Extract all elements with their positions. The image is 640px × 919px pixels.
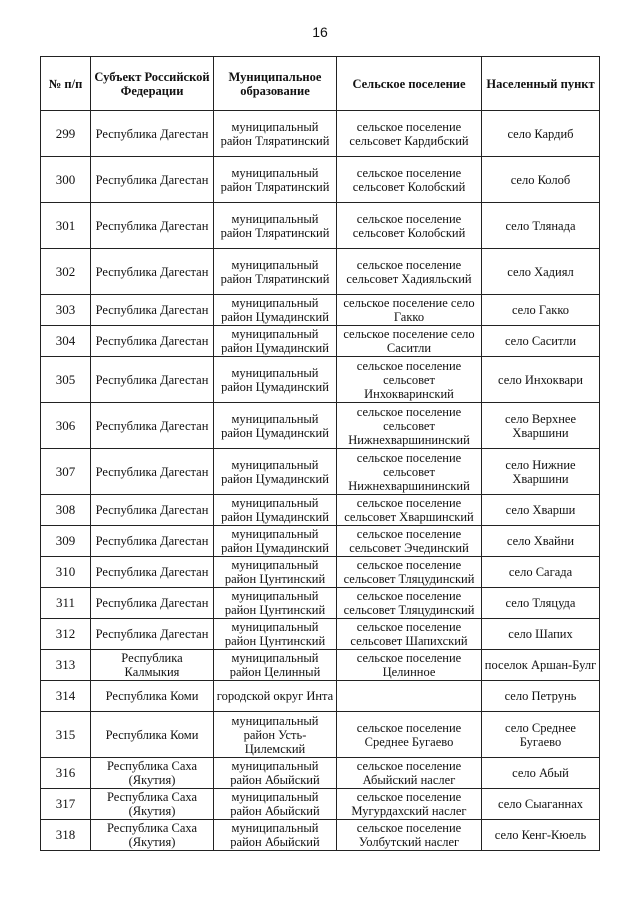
cell-num: 318 (41, 820, 91, 851)
cell-rural (337, 681, 482, 712)
cell-rural: сельское поселение сельсовет Шапихский (337, 619, 482, 650)
cell-settlement: село Тляцуда (482, 588, 600, 619)
table-row (41, 526, 600, 557)
cell-municipal: муниципальный район Тляратинский (214, 249, 337, 295)
table-row (41, 681, 600, 712)
header-municipal: Муниципальное образование (214, 57, 337, 111)
table-row (41, 712, 600, 758)
cell-subject: Республика Дагестан (91, 619, 214, 650)
cell-settlement: село Петрунь (482, 681, 600, 712)
cell-settlement: село Тлянада (482, 203, 600, 249)
cell-num: 309 (41, 526, 91, 557)
cell-subject: Республика Дагестан (91, 249, 214, 295)
cell-municipal: муниципальный район Цунтинский (214, 588, 337, 619)
table-row (41, 650, 600, 681)
cell-rural: сельское поселение сельсовет Нижнехваршининский (337, 403, 482, 449)
cell-subject: Республика Дагестан (91, 357, 214, 403)
cell-rural: сельское поселение Среднее Бугаево (337, 712, 482, 758)
cell-subject: Республика Калмыкия (91, 650, 214, 681)
table-row (41, 588, 600, 619)
cell-subject: Республика Коми (91, 681, 214, 712)
table-row (41, 111, 600, 157)
cell-num: 308 (41, 495, 91, 526)
table-row (41, 357, 600, 403)
cell-settlement: село Инхоквари (482, 357, 600, 403)
cell-num: 315 (41, 712, 91, 758)
cell-municipal: муниципальный район Цумадинский (214, 326, 337, 357)
cell-subject: Республика Дагестан (91, 295, 214, 326)
cell-municipal: муниципальный район Тляратинский (214, 111, 337, 157)
cell-municipal: муниципальный район Цумадинский (214, 449, 337, 495)
cell-subject: Республика Саха (Якутия) (91, 789, 214, 820)
cell-num: 305 (41, 357, 91, 403)
table-row (41, 449, 600, 495)
cell-municipal: муниципальный район Целинный (214, 650, 337, 681)
cell-subject: Республика Дагестан (91, 495, 214, 526)
cell-num: 303 (41, 295, 91, 326)
table-row (41, 157, 600, 203)
cell-settlement: село Гакко (482, 295, 600, 326)
cell-num: 301 (41, 203, 91, 249)
cell-num: 299 (41, 111, 91, 157)
cell-settlement: село Сагада (482, 557, 600, 588)
cell-municipal: муниципальный район Цумадинский (214, 495, 337, 526)
header-settlement: Населенный пункт (482, 57, 600, 111)
cell-subject: Республика Дагестан (91, 588, 214, 619)
cell-num: 304 (41, 326, 91, 357)
cell-subject: Республика Дагестан (91, 449, 214, 495)
cell-num: 307 (41, 449, 91, 495)
cell-num: 314 (41, 681, 91, 712)
cell-num: 310 (41, 557, 91, 588)
cell-municipal: муниципальный район Цумадинский (214, 295, 337, 326)
cell-rural: сельское поселение сельсовет Кардибский (337, 111, 482, 157)
cell-num: 311 (41, 588, 91, 619)
cell-rural: сельское поселение сельсовет Эчединский (337, 526, 482, 557)
cell-rural: сельское поселение село Гакко (337, 295, 482, 326)
cell-settlement: село Абый (482, 758, 600, 789)
cell-rural: сельское поселение сельсовет Колобский (337, 157, 482, 203)
table-row (41, 326, 600, 357)
table-row (41, 495, 600, 526)
cell-rural: сельское поселение сельсовет Нижнехваршининский (337, 449, 482, 495)
cell-subject: Республика Саха (Якутия) (91, 820, 214, 851)
cell-municipal: муниципальный район Абыйский (214, 789, 337, 820)
cell-municipal: муниципальный район Усть-Цилемский (214, 712, 337, 758)
cell-municipal: муниципальный район Абыйский (214, 758, 337, 789)
table-row (41, 557, 600, 588)
cell-settlement: село Хадиял (482, 249, 600, 295)
cell-municipal: муниципальный район Абыйский (214, 820, 337, 851)
cell-num: 317 (41, 789, 91, 820)
cell-rural: сельское поселение сельсовет Хадияльский (337, 249, 482, 295)
cell-subject: Республика Дагестан (91, 326, 214, 357)
cell-subject: Республика Коми (91, 712, 214, 758)
cell-num: 313 (41, 650, 91, 681)
table-row (41, 820, 600, 851)
cell-rural: сельское поселение сельсовет Тляцудинский (337, 588, 482, 619)
table-row (41, 789, 600, 820)
cell-settlement: село Саситли (482, 326, 600, 357)
cell-settlement: село Кардиб (482, 111, 600, 157)
cell-municipal: муниципальный район Цумадинский (214, 357, 337, 403)
cell-rural: сельское поселение село Саситли (337, 326, 482, 357)
cell-rural: сельское поселение Уолбутский наслег (337, 820, 482, 851)
cell-num: 306 (41, 403, 91, 449)
cell-settlement: село Кенг-Кюель (482, 820, 600, 851)
cell-rural: сельское поселение сельсовет Хваршинский (337, 495, 482, 526)
header-subject: Субъект Российской Федерации (91, 57, 214, 111)
table-row (41, 295, 600, 326)
table-body (41, 111, 600, 851)
cell-subject: Республика Дагестан (91, 526, 214, 557)
cell-municipal: муниципальный район Цумадинский (214, 526, 337, 557)
cell-settlement: село Хвайни (482, 526, 600, 557)
cell-subject: Республика Дагестан (91, 403, 214, 449)
cell-num: 312 (41, 619, 91, 650)
cell-rural: сельское поселение сельсовет Тляцудинский (337, 557, 482, 588)
cell-num: 300 (41, 157, 91, 203)
page-number: 16 (312, 24, 328, 40)
cell-settlement: село Хварши (482, 495, 600, 526)
table-row (41, 619, 600, 650)
cell-municipal: муниципальный район Цунтинский (214, 619, 337, 650)
cell-subject: Республика Дагестан (91, 557, 214, 588)
cell-settlement: село Колоб (482, 157, 600, 203)
table-row (41, 403, 600, 449)
cell-subject: Республика Саха (Якутия) (91, 758, 214, 789)
cell-municipal: муниципальный район Тляратинский (214, 157, 337, 203)
table-row (41, 249, 600, 295)
cell-rural: сельское поселение Абыйский наслег (337, 758, 482, 789)
cell-municipal: муниципальный район Тляратинский (214, 203, 337, 249)
cell-rural: сельское поселение Целинное (337, 650, 482, 681)
cell-subject: Республика Дагестан (91, 157, 214, 203)
cell-municipal: муниципальный район Цумадинский (214, 403, 337, 449)
cell-settlement: село Среднее Бугаево (482, 712, 600, 758)
cell-settlement: село Нижние Хваршини (482, 449, 600, 495)
cell-rural: сельское поселение Мугурдахский наслег (337, 789, 482, 820)
table-header-row (41, 57, 600, 111)
cell-num: 316 (41, 758, 91, 789)
cell-rural: сельское поселение сельсовет Колобский (337, 203, 482, 249)
cell-municipal: муниципальный район Цунтинский (214, 557, 337, 588)
cell-settlement: село Сыаганнах (482, 789, 600, 820)
cell-settlement: село Шапих (482, 619, 600, 650)
cell-municipal: городской округ Инта (214, 681, 337, 712)
cell-subject: Республика Дагестан (91, 111, 214, 157)
settlements-table (40, 56, 600, 851)
cell-settlement: село Верхнее Хваршини (482, 403, 600, 449)
header-rural: Сельское поселение (337, 57, 482, 111)
table-row (41, 203, 600, 249)
header-num: № п/п (41, 57, 91, 111)
cell-subject: Республика Дагестан (91, 203, 214, 249)
cell-rural: сельское поселение сельсовет Инхокваринский (337, 357, 482, 403)
table-row (41, 758, 600, 789)
cell-settlement: поселок Аршан-Булг (482, 650, 600, 681)
cell-num: 302 (41, 249, 91, 295)
